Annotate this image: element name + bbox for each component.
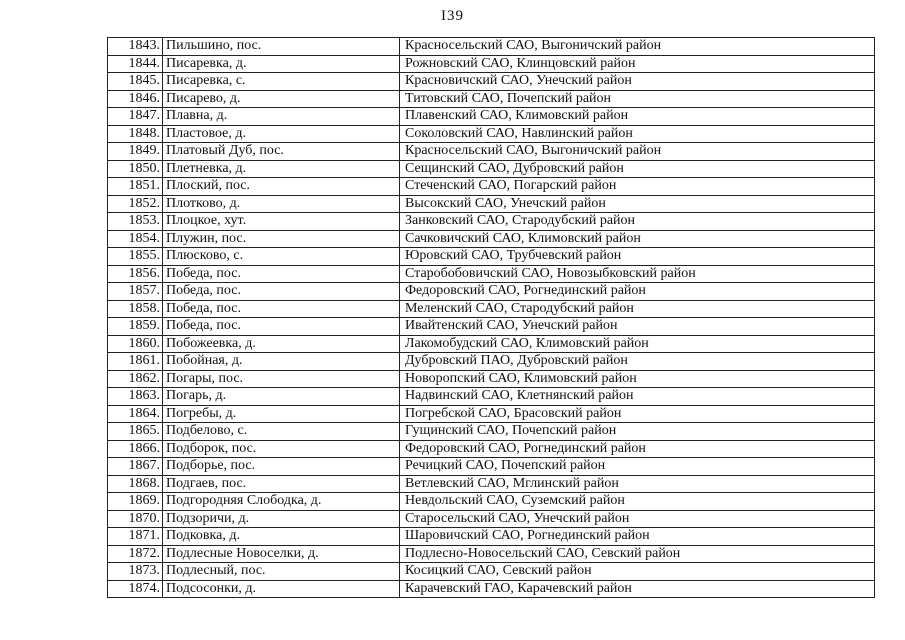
row-number-cell: 1863. — [108, 388, 163, 406]
table-row — [108, 73, 875, 91]
district-cell: Юровский САО, Трубчевский район — [400, 248, 875, 266]
settlements-table-body — [108, 38, 875, 598]
row-number-cell: 1843. — [108, 38, 163, 56]
settlement-name-cell: Подлесный, пос. — [163, 563, 400, 581]
table-row — [108, 423, 875, 441]
table-row — [108, 493, 875, 511]
row-number-cell: 1859. — [108, 318, 163, 336]
district-cell: Федоровский САО, Рогнединский район — [400, 440, 875, 458]
settlement-name-cell: Платовый Дуб, пос. — [163, 143, 400, 161]
settlement-name-cell: Плюсково, с. — [163, 248, 400, 266]
district-cell: Подлесно-Новосельский САО, Севский район — [400, 545, 875, 563]
settlement-name-cell: Победа, пос. — [163, 318, 400, 336]
table-row — [108, 563, 875, 581]
settlement-name-cell: Подгаев, пос. — [163, 475, 400, 493]
row-number-cell: 1864. — [108, 405, 163, 423]
settlement-name-cell: Плоцкое, хут. — [163, 213, 400, 231]
settlement-name-cell: Побожеевка, д. — [163, 335, 400, 353]
district-cell: Плавенский САО, Климовский район — [400, 108, 875, 126]
district-cell: Титовский САО, Почепский район — [400, 90, 875, 108]
table-row — [108, 458, 875, 476]
page-number: I39 — [441, 8, 464, 24]
row-number-cell: 1869. — [108, 493, 163, 511]
table-row — [108, 475, 875, 493]
settlement-name-cell: Плотково, д. — [163, 195, 400, 213]
table-row — [108, 440, 875, 458]
row-number-cell: 1844. — [108, 55, 163, 73]
settlement-name-cell: Подбелово, с. — [163, 423, 400, 441]
table-row — [108, 300, 875, 318]
settlement-name-cell: Пластовое, д. — [163, 125, 400, 143]
table-row — [108, 195, 875, 213]
table-row — [108, 160, 875, 178]
row-number-cell: 1873. — [108, 563, 163, 581]
table-row — [108, 213, 875, 231]
table-row — [108, 90, 875, 108]
settlement-name-cell: Писарево, д. — [163, 90, 400, 108]
row-number-cell: 1861. — [108, 353, 163, 371]
row-number-cell: 1874. — [108, 580, 163, 598]
settlement-name-cell: Победа, пос. — [163, 265, 400, 283]
row-number-cell: 1851. — [108, 178, 163, 196]
table-row — [108, 265, 875, 283]
table-row — [108, 335, 875, 353]
settlement-name-cell: Подковка, д. — [163, 528, 400, 546]
district-cell: Новоропский САО, Климовский район — [400, 370, 875, 388]
settlement-name-cell: Погарь, д. — [163, 388, 400, 406]
settlement-name-cell: Подборок, пос. — [163, 440, 400, 458]
district-cell: Сещинский САО, Дубровский район — [400, 160, 875, 178]
district-cell: Рожновский САО, Клинцовский район — [400, 55, 875, 73]
table-row — [108, 248, 875, 266]
district-cell: Красносельский САО, Выгоничский район — [400, 38, 875, 56]
settlement-name-cell: Подгородняя Слободка, д. — [163, 493, 400, 511]
district-cell: Лакомобудский САО, Климовский район — [400, 335, 875, 353]
settlement-name-cell: Победа, пос. — [163, 283, 400, 301]
row-number-cell: 1868. — [108, 475, 163, 493]
district-cell: Ветлевский САО, Мглинский район — [400, 475, 875, 493]
table-row — [108, 528, 875, 546]
table-row — [108, 178, 875, 196]
table-row — [108, 405, 875, 423]
row-number-cell: 1852. — [108, 195, 163, 213]
row-number-cell: 1871. — [108, 528, 163, 546]
table-row — [108, 353, 875, 371]
table-row — [108, 143, 875, 161]
settlement-name-cell: Писаревка, с. — [163, 73, 400, 91]
row-number-cell: 1854. — [108, 230, 163, 248]
district-cell: Высокский САО, Унечский район — [400, 195, 875, 213]
district-cell: Меленский САО, Стародубский район — [400, 300, 875, 318]
district-cell: Невдольский САО, Суземский район — [400, 493, 875, 511]
row-number-cell: 1847. — [108, 108, 163, 126]
settlement-name-cell: Плетневка, д. — [163, 160, 400, 178]
table-row — [108, 318, 875, 336]
row-number-cell: 1870. — [108, 510, 163, 528]
table-row — [108, 230, 875, 248]
row-number-cell: 1856. — [108, 265, 163, 283]
settlement-name-cell: Плужин, пос. — [163, 230, 400, 248]
settlement-name-cell: Погребы, д. — [163, 405, 400, 423]
table-row — [108, 55, 875, 73]
settlement-name-cell: Писаревка, д. — [163, 55, 400, 73]
row-number-cell: 1866. — [108, 440, 163, 458]
district-cell: Ивайтенский САО, Унечский район — [400, 318, 875, 336]
district-cell: Красновичский САО, Унечский район — [400, 73, 875, 91]
district-cell: Соколовский САО, Навлинский район — [400, 125, 875, 143]
district-cell: Косицкий САО, Севский район — [400, 563, 875, 581]
table-row — [108, 388, 875, 406]
table-row — [108, 125, 875, 143]
district-cell: Гущинский САО, Почепский район — [400, 423, 875, 441]
district-cell: Красносельский САО, Выгоничский район — [400, 143, 875, 161]
row-number-cell: 1850. — [108, 160, 163, 178]
district-cell: Карачевский ГАО, Карачевский район — [400, 580, 875, 598]
settlement-name-cell: Подзоричи, д. — [163, 510, 400, 528]
row-number-cell: 1860. — [108, 335, 163, 353]
settlement-name-cell: Победа, пос. — [163, 300, 400, 318]
row-number-cell: 1867. — [108, 458, 163, 476]
table-row — [108, 510, 875, 528]
row-number-cell: 1845. — [108, 73, 163, 91]
table-row — [108, 370, 875, 388]
district-cell: Занковский САО, Стародубский район — [400, 213, 875, 231]
row-number-cell: 1853. — [108, 213, 163, 231]
table-row — [108, 38, 875, 56]
district-cell: Сачковичский САО, Климовский район — [400, 230, 875, 248]
district-cell: Дубровский ПАО, Дубровский район — [400, 353, 875, 371]
row-number-cell: 1872. — [108, 545, 163, 563]
settlement-name-cell: Плоский, пос. — [163, 178, 400, 196]
row-number-cell: 1865. — [108, 423, 163, 441]
district-cell: Погребской САО, Брасовский район — [400, 405, 875, 423]
settlement-name-cell: Погары, пос. — [163, 370, 400, 388]
row-number-cell: 1858. — [108, 300, 163, 318]
row-number-cell: 1846. — [108, 90, 163, 108]
district-cell: Федоровский САО, Рогнединский район — [400, 283, 875, 301]
row-number-cell: 1849. — [108, 143, 163, 161]
row-number-cell: 1857. — [108, 283, 163, 301]
table-row — [108, 283, 875, 301]
settlement-name-cell: Подсосонки, д. — [163, 580, 400, 598]
table-row — [108, 108, 875, 126]
settlement-name-cell: Плавна, д. — [163, 108, 400, 126]
settlement-name-cell: Пильшино, пос. — [163, 38, 400, 56]
district-cell: Надвинский САО, Клетнянский район — [400, 388, 875, 406]
settlement-name-cell: Побойная, д. — [163, 353, 400, 371]
district-cell: Старобобовичский САО, Новозыбковский район — [400, 265, 875, 283]
district-cell: Шаровичский САО, Рогнединский район — [400, 528, 875, 546]
settlement-name-cell: Подборье, пос. — [163, 458, 400, 476]
settlement-name-cell: Подлесные Новоселки, д. — [163, 545, 400, 563]
row-number-cell: 1862. — [108, 370, 163, 388]
district-cell: Старосельский САО, Унечский район — [400, 510, 875, 528]
table-row — [108, 580, 875, 598]
row-number-cell: 1855. — [108, 248, 163, 266]
settlements-table — [107, 37, 875, 598]
district-cell: Стеченский САО, Погарский район — [400, 178, 875, 196]
table-row — [108, 545, 875, 563]
district-cell: Речицкий САО, Почепский район — [400, 458, 875, 476]
row-number-cell: 1848. — [108, 125, 163, 143]
